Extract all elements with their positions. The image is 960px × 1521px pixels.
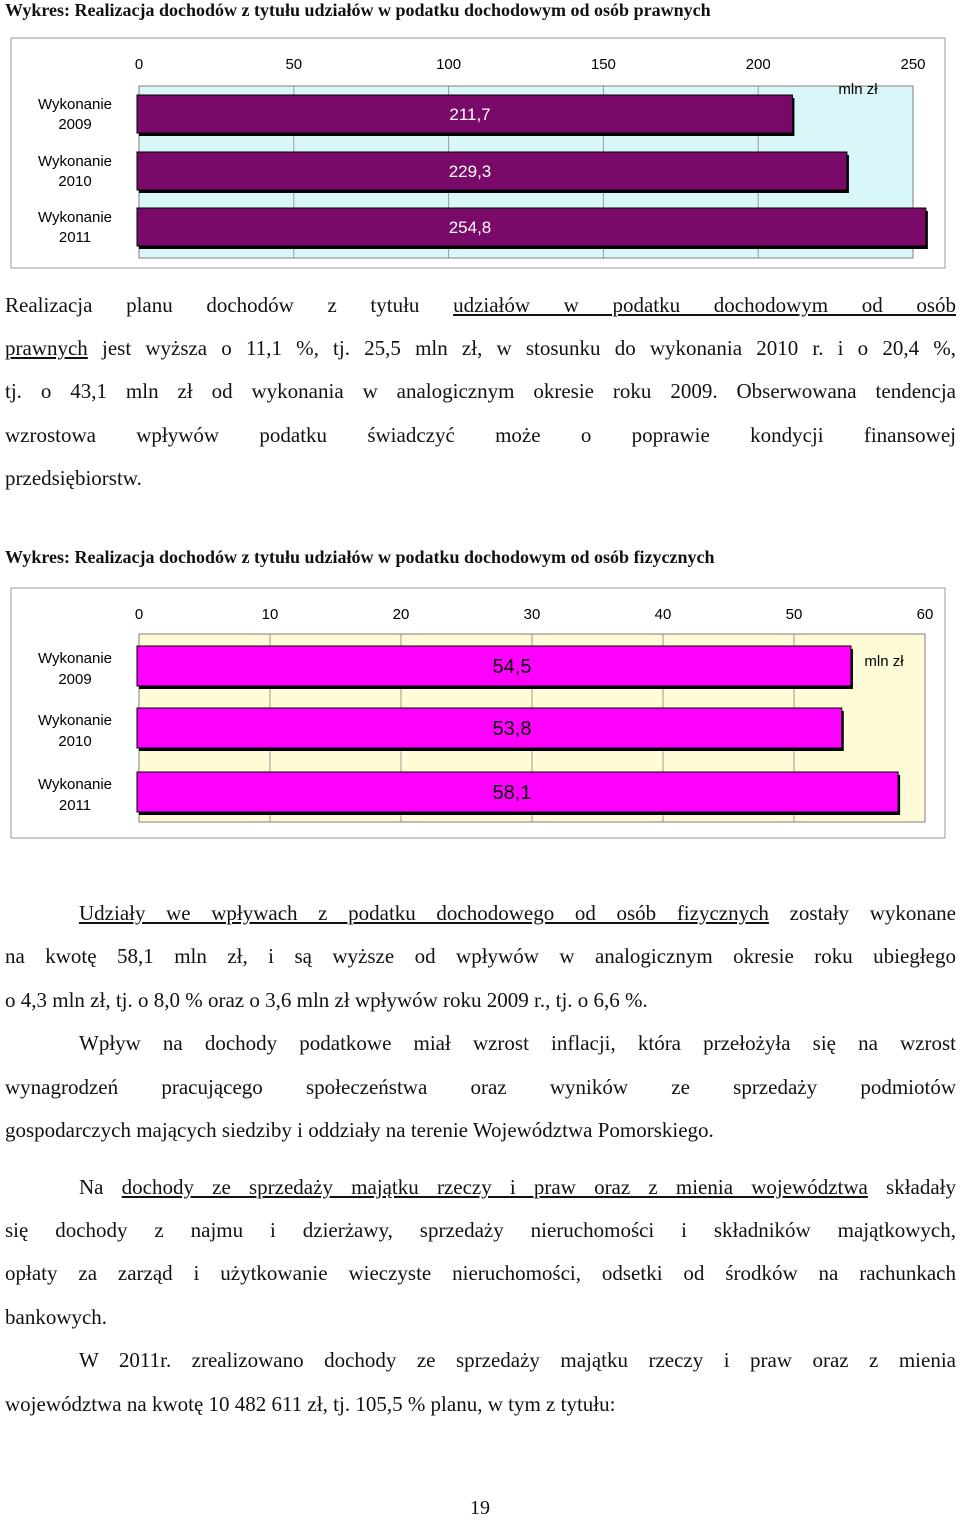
- bar-value-label: 53,8: [492, 718, 532, 740]
- p4-line2: się dochody z najmu i dzierżawy, sprzedaży nieruchomości i składników majątkowych,: [5, 1218, 956, 1242]
- chart1-title: Wykres: Realizacja dochodów z tytułu udziałów w podatku dochodowym od osób prawnych: [5, 0, 711, 20]
- p1-link-prawnych[interactable]: prawnych: [5, 336, 88, 360]
- x-tick-label: 250: [900, 56, 926, 73]
- p2-line3: o 4,3 mln zł, tj. o 8,0 % oraz o 3,6 mln zł wpływów roku 2009 r., tj. o 6,6 %.: [5, 988, 648, 1012]
- p2-line1: Udziały we wpływach z podatku dochodowego od osób fizycznych zostały wykonane: [79, 901, 956, 925]
- p1-line4: wzrostowa wpływów podatku świadczyć może o poprawie kondycji finansowej: [5, 423, 956, 447]
- x-tick-label: 50: [785, 606, 803, 623]
- x-tick-label: 60: [916, 606, 934, 623]
- bar-value-label: 211,7: [449, 104, 491, 124]
- unit-label: mln zł: [864, 653, 904, 670]
- category-label: 2009: [58, 671, 92, 688]
- bar-value-label: 58,1: [492, 782, 532, 804]
- p1-line5: przedsiębiorstw.: [5, 466, 142, 490]
- p4-line3: opłaty za zarząd i użytkowanie wieczyste nieruchomości, odsetki od środków na rachunkach: [5, 1261, 956, 1285]
- x-tick-label: 0: [134, 606, 144, 623]
- p3-line2: wynagrodzeń pracującego społeczeństwa oraz wyników ze sprzedaży podmiotów: [5, 1075, 956, 1099]
- category-label: 2010: [58, 733, 92, 750]
- x-tick-label: 30: [523, 606, 541, 623]
- x-tick-label: 200: [745, 56, 771, 73]
- x-tick-label: 40: [654, 606, 672, 623]
- bar-value-label: 54,5: [492, 656, 532, 678]
- unit-label: mln zł: [838, 81, 878, 98]
- p4-link-dochody-sprzedaz[interactable]: dochody ze sprzedaży majątku rzeczy i praw oraz z mienia województwa: [121, 1175, 868, 1199]
- x-tick-label: 10: [261, 606, 279, 623]
- p5-line2: województwa na kwotę 10 482 611 zł, tj. 105,5 % planu, w tym z tytułu:: [5, 1392, 616, 1416]
- category-label: 2009: [58, 116, 92, 133]
- p1-line3: tj. o 43,1 mln zł od wykonania w analogicznym okresie roku 2009. Obserwowana tendencja: [5, 379, 956, 403]
- bar: [137, 708, 842, 748]
- page-number: 19: [470, 1497, 490, 1519]
- category-label: 2010: [58, 173, 92, 190]
- category-label: Wykonanie: [37, 650, 113, 667]
- p4-line1: Na dochody ze sprzedaży majątku rzeczy i praw oraz z mienia województwa składały: [79, 1175, 957, 1199]
- p5-line1: W 2011r. zrealizowano dochody ze sprzedaży majątku rzeczy i praw oraz z mienia: [79, 1348, 956, 1372]
- x-tick-label: 50: [285, 56, 303, 73]
- x-tick-label: 100: [436, 56, 462, 73]
- x-tick-label: 150: [590, 56, 616, 73]
- p4-line4: bankowych.: [5, 1305, 108, 1329]
- p2-line2: na kwotę 58,1 mln zł, i są wyższe od wpływów w analogicznym okresie roku ubiegłego: [5, 944, 956, 968]
- bar-value-label: 229,3: [448, 161, 492, 181]
- category-label: 2011: [58, 229, 92, 246]
- category-label: 2011: [58, 797, 92, 814]
- p1-line2: prawnych jest wyższa o 11,1 %, tj. 25,5 mln zł, w stosunku do wykonania 2010 r. i o 20,4 %,: [5, 336, 956, 360]
- bar-value-label: 254,8: [448, 217, 492, 237]
- x-tick-label: 20: [392, 606, 410, 623]
- p1-link-udzialy[interactable]: udziałów w podatku dochodowym od osób: [453, 293, 957, 317]
- chart2-title: Wykres: Realizacja dochodów z tytułu udziałów w podatku dochodowym od osób fizycznych: [5, 547, 715, 567]
- p3-line1: Wpływ na dochody podatkowe miał wzrost inflacji, która przełożyła się na wzrost: [79, 1031, 956, 1055]
- p3-line3: gospodarczych mających siedziby i oddziały na terenie Województwa Pomorskiego.: [5, 1118, 714, 1142]
- category-label: Wykonanie: [37, 712, 113, 729]
- x-tick-label: 0: [134, 56, 144, 73]
- category-label: Wykonanie: [37, 209, 113, 226]
- category-label: Wykonanie: [37, 96, 113, 113]
- p2-link-udzialy-fizyczne[interactable]: Udziały we wpływach z podatku dochodowego od osób fizycznych: [79, 901, 769, 925]
- p1-line1: Realizacja planu dochodów z tytułu udziałów w podatku dochodowym od osób: [5, 293, 957, 317]
- category-label: Wykonanie: [37, 776, 113, 793]
- category-label: Wykonanie: [37, 153, 113, 170]
